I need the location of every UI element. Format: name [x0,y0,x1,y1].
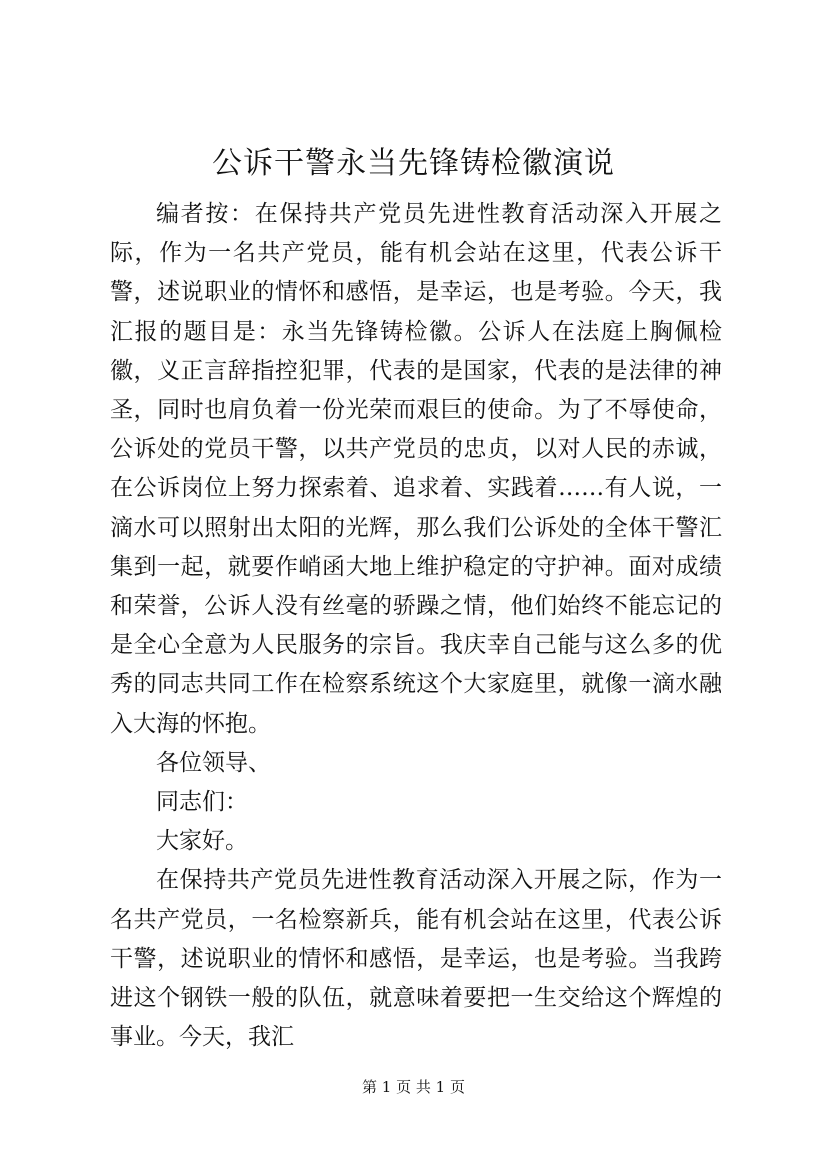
paragraph-greeting: 大家好。 [156,828,248,855]
document-title: 公诉干警永当先锋铸检徽演说 [212,146,615,181]
paragraph-speech-body: 在保持共产党员先进性教育活动深入开展之际，作为一名共产党员，一名检察新兵，能有机会站在这里，代表公诉干警，述说职业的情怀和感悟，是幸运，也是考验。当我跨进这个钢铁一般的队伍，就意味着要把一生交给这个辉煌的事业。今天，我汇 [110,867,722,1051]
page-footer: 第 1 页 共 1 页 [362,1078,465,1096]
document-body [110,195,722,1057]
paragraph-salutation-leaders: 各位领导、 [156,749,271,776]
paragraph-editor-note: 编者按：在保持共产党员先进性教育活动深入开展之际，作为一名共产党员，能有机会站在这里，代表公诉干警，述说职业的情怀和感悟，是幸运，也是考验。今天，我汇报的题目是：永当先锋铸检徽。公诉人在法庭上胸佩检徽，义正言辞指控犯罪，代表的是国家，代表的是法律的神圣，同时也肩负着一份光荣而艰巨的使命。为了不辱使命，公诉处的党员干警，以共产党员的忠贞，以对人民的赤诚，在公诉岗位上努力探索着、追求着、实践着……有人说，一滴水可以照射出太阳的光辉，那么我们公诉处的全体干警汇集到一起，就要作峭函大地上维护稳定的守护神。面对成绩和荣誉，公诉人没有丝毫的骄躁之情，他们始终不能忘记的是全心全意为人民服务的宗旨。我庆幸自己能与这么多的优秀的同志共同工作在检察系统这个大家庭里，就像一滴水融入大海的怀抱。 [110,201,722,737]
paragraph-salutation-comrades: 同志们： [156,789,248,816]
